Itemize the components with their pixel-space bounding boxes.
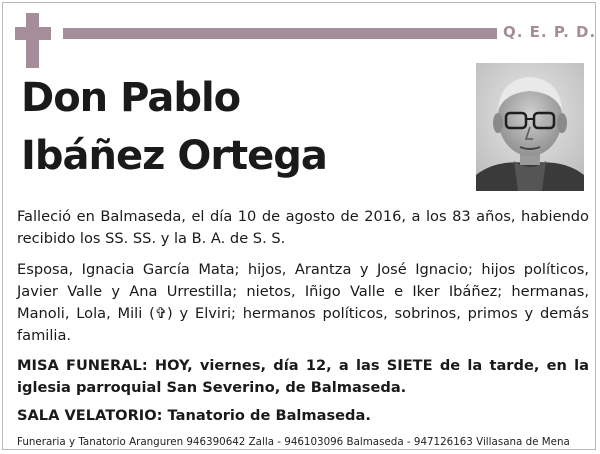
cross-icon [15,13,51,68]
wake-room-text: SALA VELATORIO: Tanatorio de Balmaseda. [17,407,371,424]
portrait-image [476,63,584,191]
funeral-mass-text: MISA FUNERAL: HOY, viernes, día 12, a las SIETE de la tarde, en la iglesia parroquial San Severino, de Balmaseda. [17,357,589,396]
funeral-home-footer: Funeraria y Tanatorio Aranguren 946390642 Zalla - 946103096 Balmaseda - 947126163 Villasana de Mena [17,436,570,448]
header-rule [63,28,497,39]
portrait-photo [476,63,584,191]
family-list-text: Esposa, Ignacia García Mata; hijos, Arantza y José Ignacio; hijos políticos, Javier Valle y Ana Urrestilla; nietos, Iñigo Valle e Iker Ibáñez; hermanas, Manoli, Lola, Mili (✞) y Elviri; hermanos políticos, sobrinos, primos y demás familia. [17,261,589,344]
obituary-notice [2,2,596,450]
death-info-text: Falleció en Balmaseda, el día 10 de agosto de 2016, a los 83 años, habiendo recibido los SS. SS. y la B. A. de S. S. [17,208,589,247]
deceased-name [21,69,327,185]
qepd-label: Q. E. P. D. [503,23,597,41]
name-line-2: Ibáñez Ortega [21,133,327,179]
notice-body [17,206,589,433]
name-line-1: Don Pablo [21,75,241,121]
